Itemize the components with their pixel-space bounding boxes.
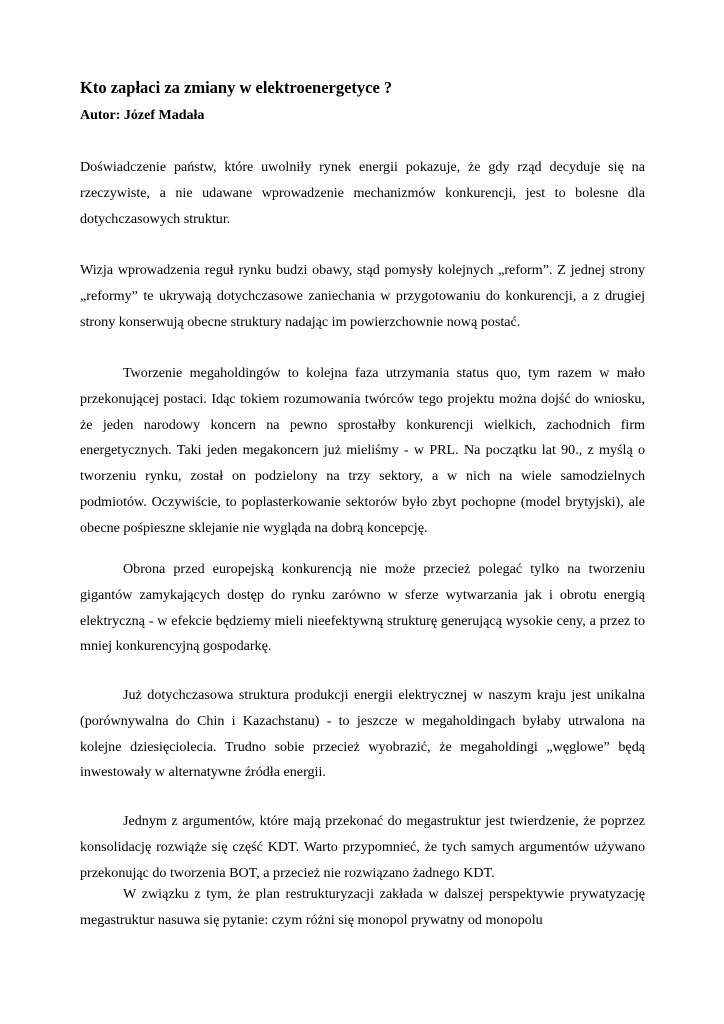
document-author: Autor: Józef Madała: [80, 108, 205, 123]
paragraph-3: Tworzenie megaholdingów to kolejna faza utrzymania status quo, tym razem w mało przekonującej postaci. Idąc tokiem rozumowania twórców tego projektu można dojść do wniosku, że jeden narodowy koncern na pewno sprostałby konkurencji wielkich, zachodnich firm energetycznych. Taki jeden megakoncern już mieliśmy - w PRL. Na początku lat 90., z myślą o tworzeniu rynku, został on podzielony na trzy sektory, a w nich na wiele samodzielnych podmiotów. Oczywiście, to poplasterkowanie sektorów było zbyt pochopne (model brytyjski), ale obecne pośpieszne sklejanie nie wygląda na dobrą koncepcję.: [80, 365, 645, 536]
paragraph-1: Doświadczenie państw, które uwolniły rynek energii pokazuje, że gdy rząd decyduje się na rzeczywiste, a nie udawane wprowadzenie mechanizmów konkurencji, jest to bolesne dla dotychczasowych struktur.: [80, 159, 645, 227]
paragraph-7: W związku z tym, że plan restrukturyzacji zakłada w dalszej perspektywie prywatyzację megastruktur nasuwa się pytanie: czym różni się monopol prywatny od monopolu: [80, 886, 645, 928]
paragraph-6: Jednym z argumentów, które mają przekonać do megastruktur jest twierdzenie, że poprzez konsolidację rozwiąże się część KDT. Warto przypomnieć, że tych samych argumentów używano przekonując do tworzenia BOT, a przecież nie rozwiązano żadnego KDT.: [80, 813, 645, 881]
paragraph-5: Już dotychczasowa struktura produkcji energii elektrycznej w naszym kraju jest unikalna (porównywalna do Chin i Kazachstanu) - to jeszcze w megaholdingach byłaby utrwalona na kolejne dziesięciolecia. Trudno sobie przecież wyobrazić, że megaholdingi „węglowe” będą inwestowały w alternatywne źródła energii.: [80, 687, 645, 781]
paragraph-4: Obrona przed europejską konkurencją nie może przecież polegać tylko na tworzeniu gigantów zamykających dostęp do rynku zarówno w sferze wytwarzania jak i obrotu energią elektryczną - w efekcie będziemy mieli nieefektywną strukturę generującą wysokie ceny, a przez to mniej konkurencyjną gospodarkę.: [80, 561, 645, 655]
paragraph-2: Wizja wprowadzenia reguł rynku budzi obawy, stąd pomysły kolejnych „reform”. Z jednej strony „reformy” te ukrywają dotychczasowe zaniechania w przygotowaniu do konkurencji, a z drugiej strony konserwują obecne struktury nadając im powierzchownie nową postać.: [80, 262, 645, 330]
document-title: Kto zapłaci za zmiany w elektroenergetyce ?: [80, 78, 393, 97]
